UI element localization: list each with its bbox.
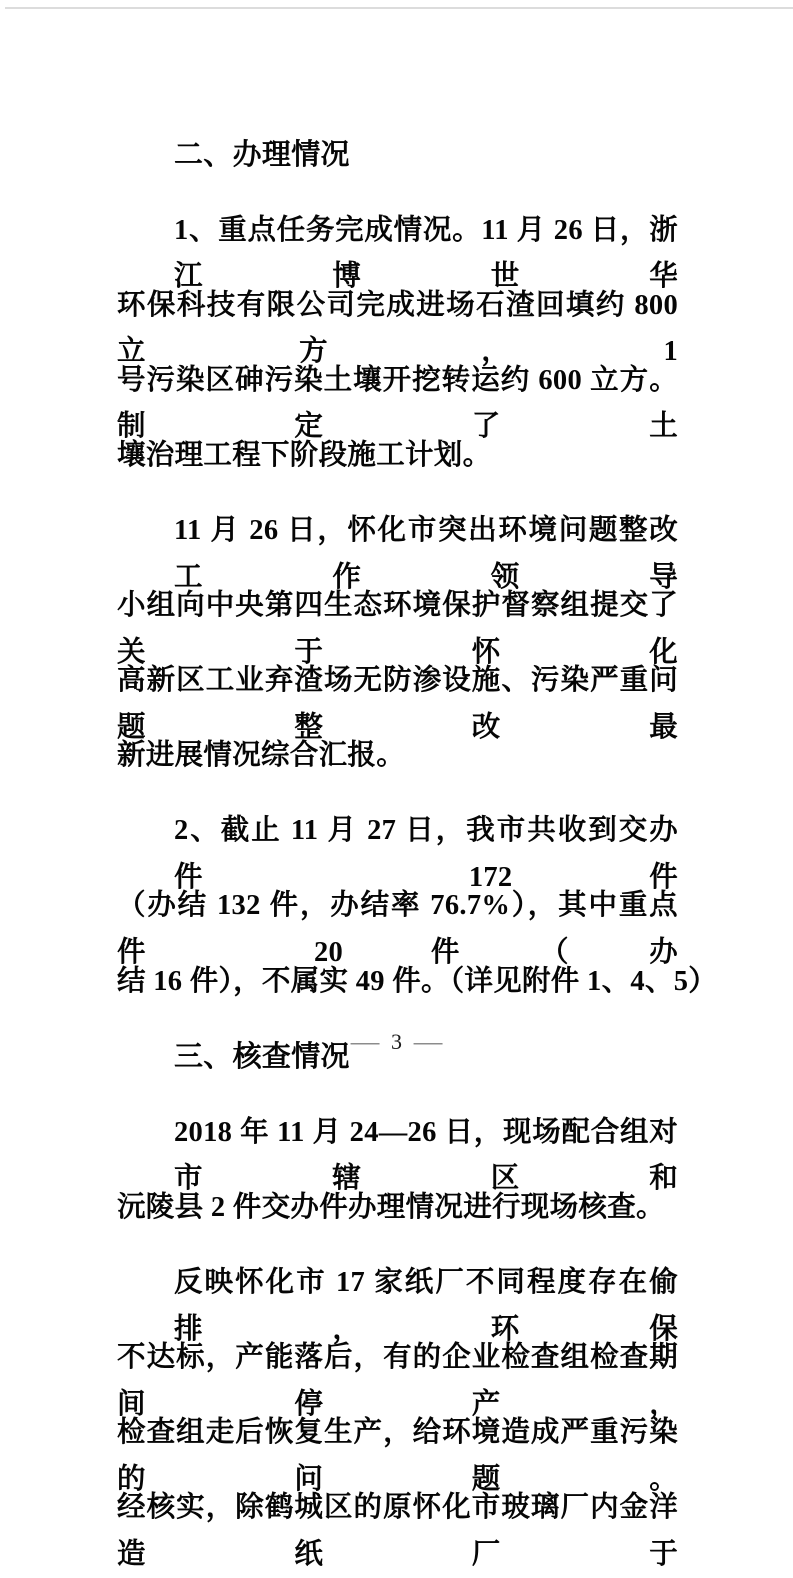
body-line: 号污染区砷污染土壤开挖转运约 600 立方。制定了土 [117,364,678,443]
footer-dash-left: — [350,1029,380,1054]
body-line: 高新区工业弃渣场无防渗设施、污染严重问题整改最 [117,665,678,743]
footer-dash-right: — [413,1029,443,1054]
body-line: 结 16 件），不属实 49 件。（详见附件 1、4、5） [117,965,718,997]
body-line: 壤治理工程下阶段施工计划。 [117,439,492,471]
body-line: 2、截止 11 月 27 日，我市共收到交办件 172 件 [174,815,678,893]
body-line: 11 月 26 日，怀化市突出环境问题整改工作领导 [174,514,678,593]
body-line: 2018 年 11 月 24—26 日，现场配合组对市辖区和 [174,1116,678,1195]
page-number: 3 [391,1029,402,1054]
body-line: 检查组走后恢复生产，给环境造成严重污染的问题。 [117,1417,678,1495]
section-heading-hecha: 三、核查情况 [174,1041,350,1074]
body-line: 新进展情况综合汇报。 [117,740,406,772]
body-line: 经核实，除鹤城区的原怀化市玻璃厂内金洋造纸厂于 [117,1492,678,1570]
document-body [117,103,718,1570]
body-line: 沅陵县 2 件交办件办理情况进行现场核查。 [117,1191,665,1223]
body-line: （办结 132 件，办结率 76.7%），其中重点件 20 件（办 [117,890,678,969]
body-line: 环保科技有限公司完成进场石渣回填约 800 立方，1 [117,289,678,368]
scan-artifact-line [5,7,793,9]
body-line: 不达标，产能落后，有的企业检查组检查期间停产， [117,1342,678,1420]
body-line: 反映怀化市 17 家纸厂不同程度存在偷排，环保 [174,1266,678,1345]
page-footer [0,1029,793,1055]
section-heading-banli: 二、办理情况 [174,139,350,171]
body-line: 1、重点任务完成情况。11 月 26 日，浙江博世华 [174,214,678,293]
body-line: 小组向中央第四生态环境保护督察组提交了关于怀化 [117,590,678,668]
